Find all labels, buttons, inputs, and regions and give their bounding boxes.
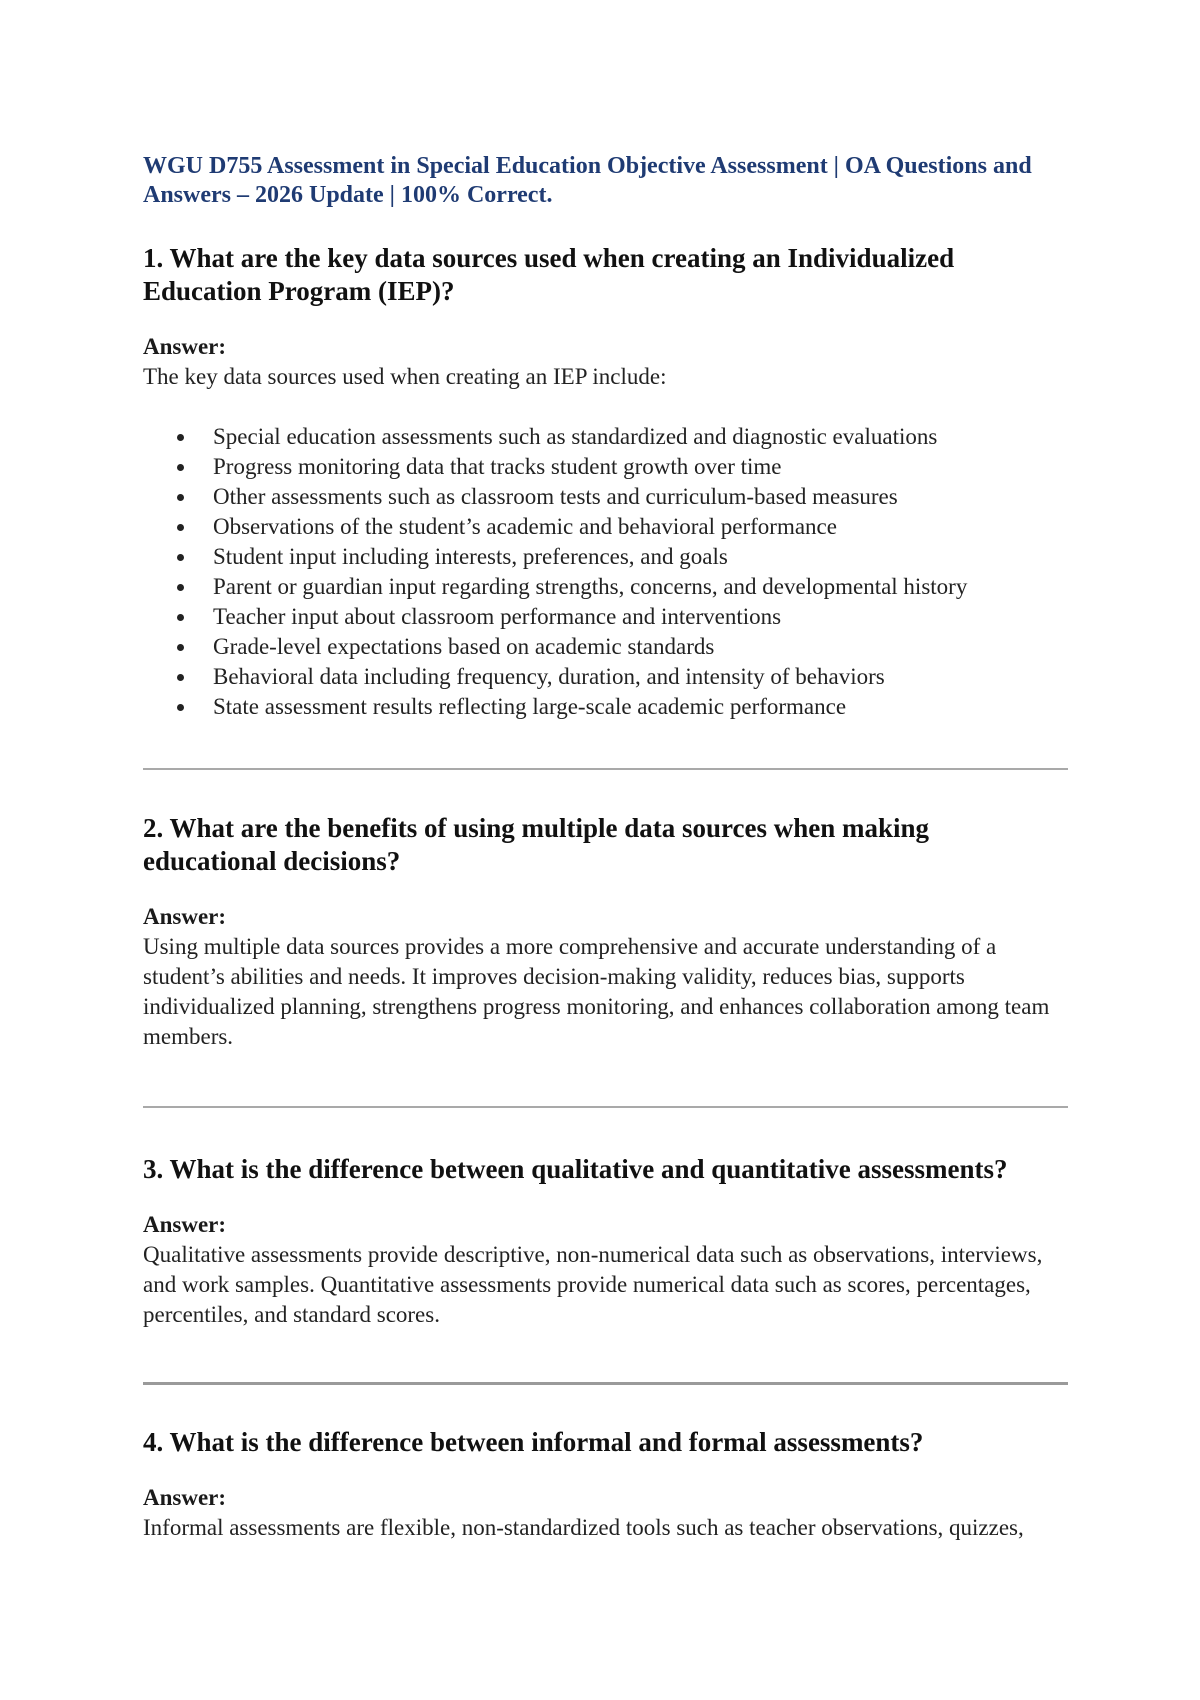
answer-text-1: The key data sources used when creating an IEP include: (143, 364, 667, 389)
answer-label-2: Answer: (143, 904, 227, 929)
bullet-icon (177, 464, 184, 471)
bullet-icon (177, 434, 184, 441)
bullet-list (143, 422, 1068, 722)
question-1: 1. What are the key data sources used when creating an Individualized Education Program (IEP)? (143, 243, 955, 306)
list-item (213, 482, 1068, 512)
bullet-icon (177, 704, 184, 711)
list-item (213, 632, 1068, 662)
bullet-icon (177, 674, 184, 681)
bullet-icon (177, 494, 184, 501)
bullet-icon (177, 614, 184, 621)
list-item-text: Special education assessments such as standardized and diagnostic evaluations (213, 424, 938, 449)
list-item (213, 422, 1068, 452)
list-item (213, 512, 1068, 542)
bullet-icon (177, 524, 184, 531)
question-2: 2. What are the benefits of using multiple data sources when making educational decisions? (143, 813, 930, 876)
answer-label-3: Answer: (143, 1212, 227, 1237)
qa-section-3 (143, 1153, 1068, 1330)
document-title: WGU D755 Assessment in Special Education Objective Assessment | OA Questions and Answers – 2026 Update | 100% Correct. (143, 153, 1032, 208)
bullet-icon (177, 554, 184, 561)
qa-section-2 (143, 812, 1068, 1052)
answer-label-4: Answer: (143, 1485, 227, 1510)
answer-label-1: Answer: (143, 334, 227, 359)
list-item-text: State assessment results reflecting large-scale academic performance (213, 694, 847, 719)
list-item-text: Student input including interests, preferences, and goals (213, 544, 728, 569)
bullet-icon (177, 584, 184, 591)
list-item (213, 542, 1068, 572)
answer-text-2: Using multiple data sources provides a more comprehensive and accurate understanding of a student’s abilities and needs. It improves decision-making validity, reduces bias, supports individualized planning, strengthens progress monitoring, and enhances collaboration among team members. (143, 934, 1050, 1049)
answer-text-4: Informal assessments are flexible, non-standardized tools such as teacher observations, quizzes, (143, 1515, 1024, 1540)
list-item-text: Parent or guardian input regarding strengths, concerns, and developmental history (213, 574, 968, 599)
bullet-icon (177, 644, 184, 651)
list-item-text: Other assessments such as classroom tests and curriculum-based measures (213, 484, 898, 509)
qa-section-4 (143, 1426, 1068, 1543)
list-item (213, 662, 1068, 692)
list-item-text: Grade-level expectations based on academic standards (213, 634, 715, 659)
list-item (213, 452, 1068, 482)
list-item-text: Observations of the student’s academic and behavioral performance (213, 514, 837, 539)
document-page (143, 152, 1068, 1543)
question-3: 3. What is the difference between qualitative and quantitative assessments? (143, 1154, 1008, 1184)
list-item-text: Behavioral data including frequency, duration, and intensity of behaviors (213, 664, 885, 689)
list-item (213, 602, 1068, 632)
answer-text-3: Qualitative assessments provide descriptive, non-numerical data such as observations, interviews, and work samples. Quantitative assessments provide numerical data such as scores, percentages, percentiles, and standard scores. (143, 1242, 1043, 1327)
list-item-text: Teacher input about classroom performance and interventions (213, 604, 782, 629)
list-item (213, 692, 1068, 722)
list-item-text: Progress monitoring data that tracks student growth over time (213, 454, 782, 479)
qa-section-1 (143, 242, 1068, 722)
question-4: 4. What is the difference between informal and formal assessments? (143, 1427, 924, 1457)
list-item (213, 572, 1068, 602)
